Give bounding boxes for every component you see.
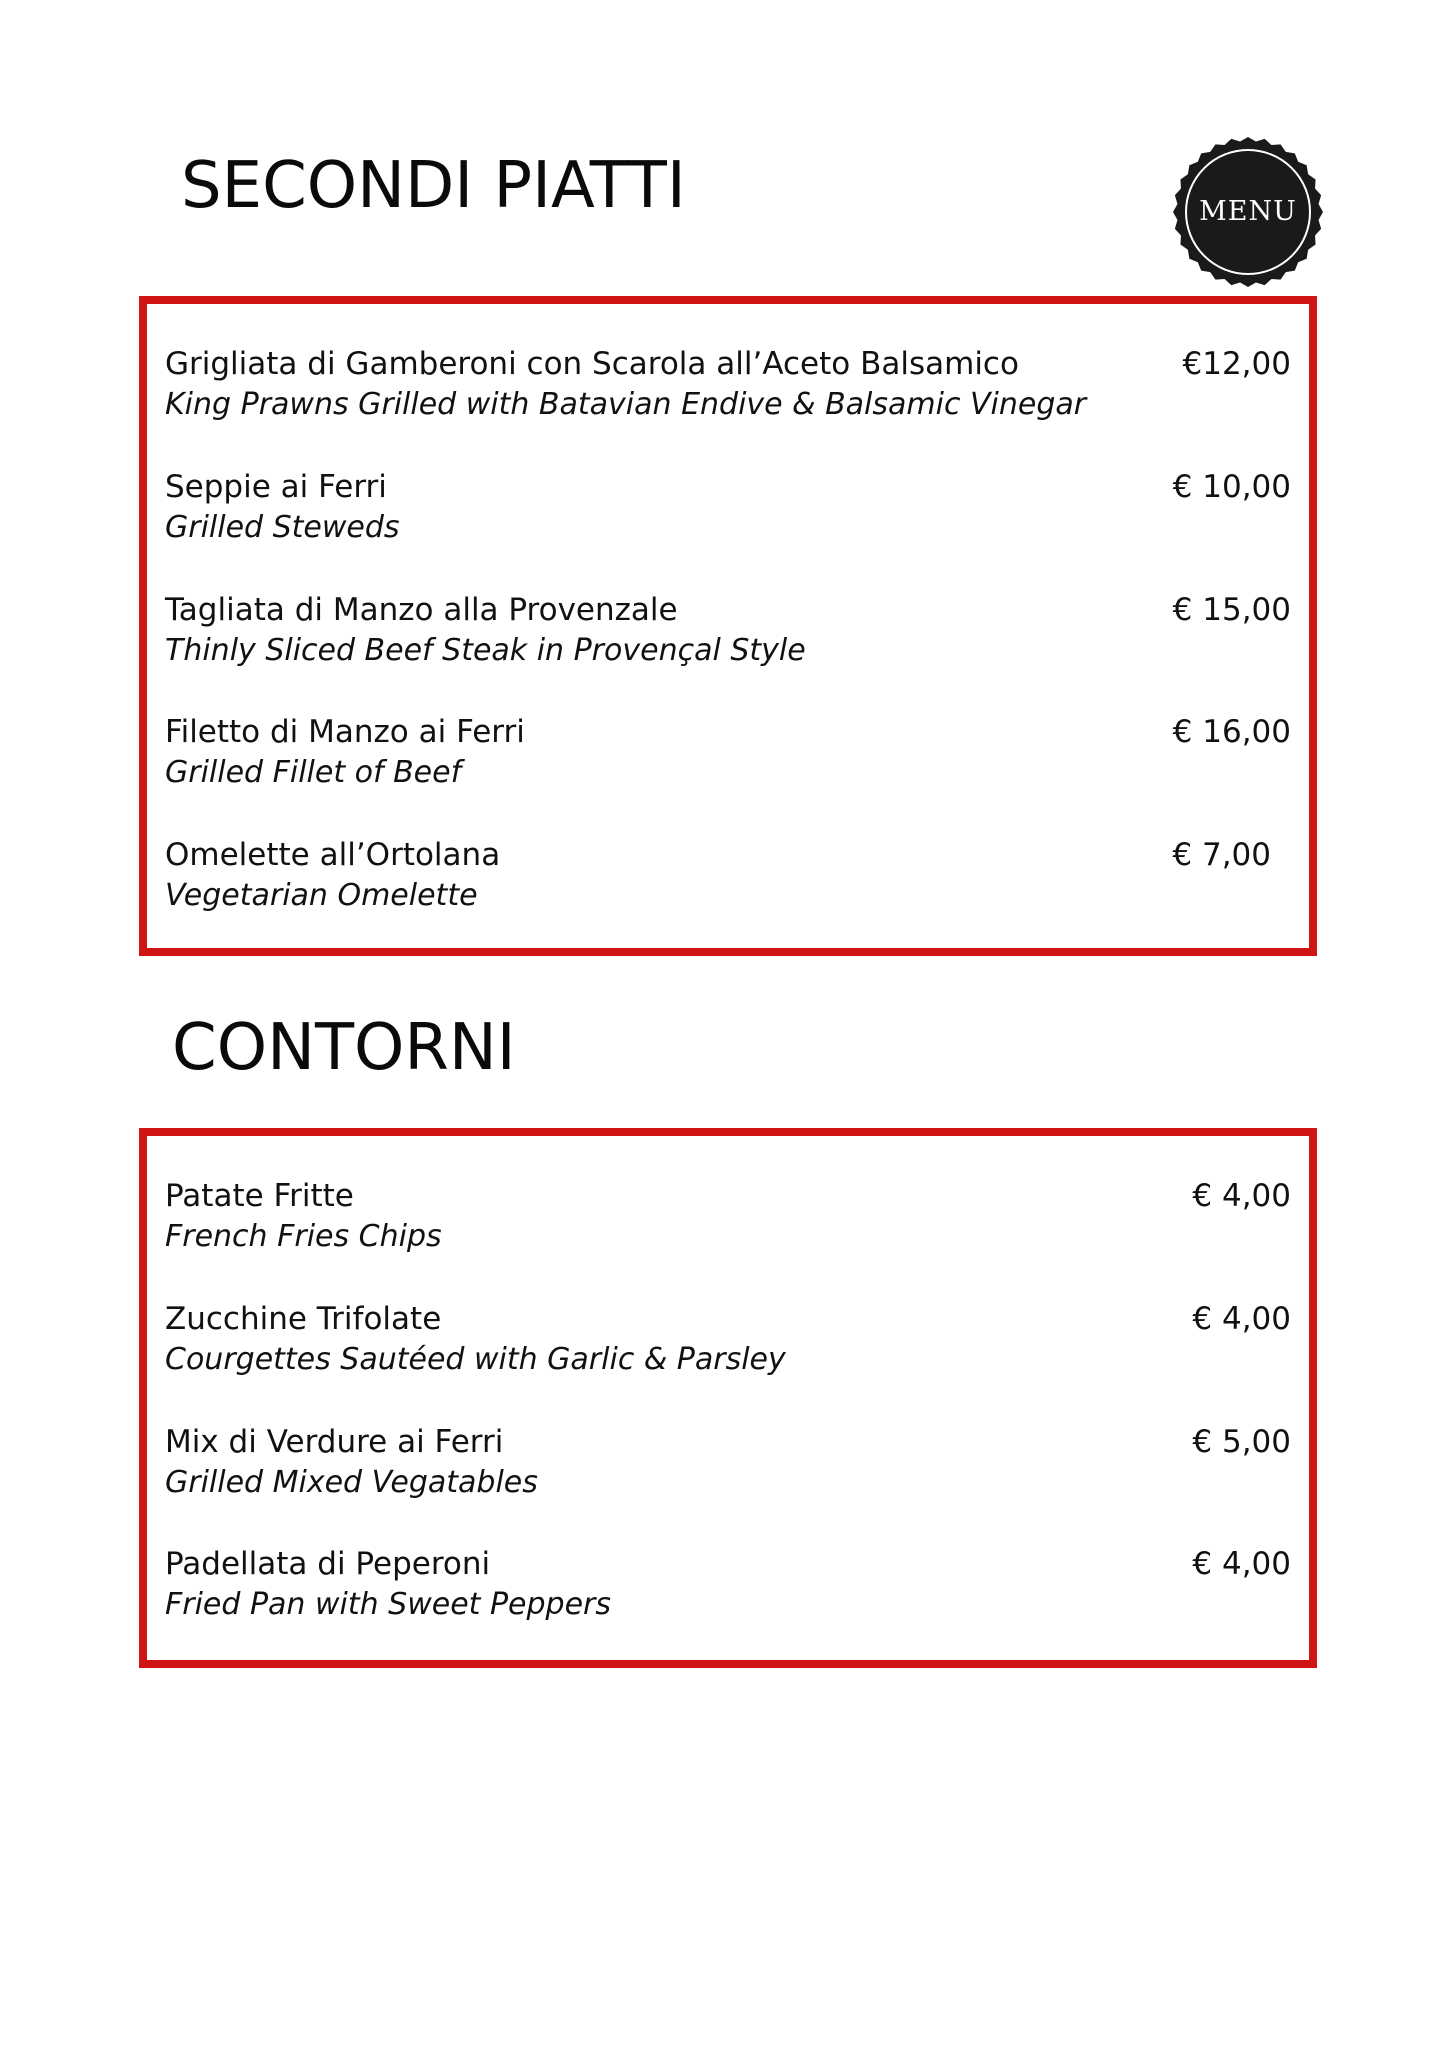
item-description: Fried Pan with Sweet Peppers [165,1587,612,1622]
item-description: Grilled Steweds [165,510,400,545]
menu-box-contorni [139,1128,1317,1668]
item-price: € 15,00 [1172,592,1291,628]
menu-item [165,835,1291,925]
item-description: Grilled Mixed Vegatables [165,1465,538,1500]
item-name: Omelette all’Ortolana [165,837,501,873]
menu-item [165,712,1291,802]
item-description: Courgettes Sautéed with Garlic & Parsley [165,1342,786,1377]
item-price: € 5,00 [1192,1424,1291,1460]
menu-item [165,1544,1291,1634]
item-price: € 4,00 [1192,1546,1291,1582]
item-description: French Fries Chips [165,1219,442,1254]
item-name: Patate Fritte [165,1178,354,1214]
item-description: Grilled Fillet of Beef [165,755,462,790]
item-price: € 4,00 [1192,1178,1291,1214]
item-price: € 10,00 [1172,469,1291,505]
item-price: €12,00 [1182,346,1291,382]
menu-badge-label: MENU [1199,196,1297,227]
item-description: King Prawns Grilled with Batavian Endive & Balsamic Vinegar [165,387,1087,422]
menu-item [165,467,1291,557]
item-name: Zucchine Trifolate [165,1301,442,1337]
section-title-secondi-piatti: SECONDI PIATTI [181,149,686,223]
item-description: Vegetarian Omelette [165,878,478,913]
item-price: € 7,00 [1172,837,1271,873]
item-name: Filetto di Manzo ai Ferri [165,714,525,750]
section-title-contorni: CONTORNI [172,1011,516,1085]
item-name: Seppie ai Ferri [165,469,387,505]
menu-item [165,1422,1291,1512]
item-description: Thinly Sliced Beef Steak in Provençal Style [165,633,806,668]
menu-item [165,344,1291,434]
menu-box-secondi-piatti [139,296,1317,956]
item-name: Tagliata di Manzo alla Provenzale [165,592,678,628]
item-name: Grigliata di Gamberoni con Scarola all’Aceto Balsamico [165,346,1019,382]
menu-badge [1172,136,1324,288]
menu-item [165,1176,1291,1266]
item-name: Mix di Verdure ai Ferri [165,1424,504,1460]
item-price: € 16,00 [1172,714,1291,750]
menu-item [165,1299,1291,1389]
item-price: € 4,00 [1192,1301,1291,1337]
menu-item [165,590,1291,680]
item-name: Padellata di Peperoni [165,1546,491,1582]
